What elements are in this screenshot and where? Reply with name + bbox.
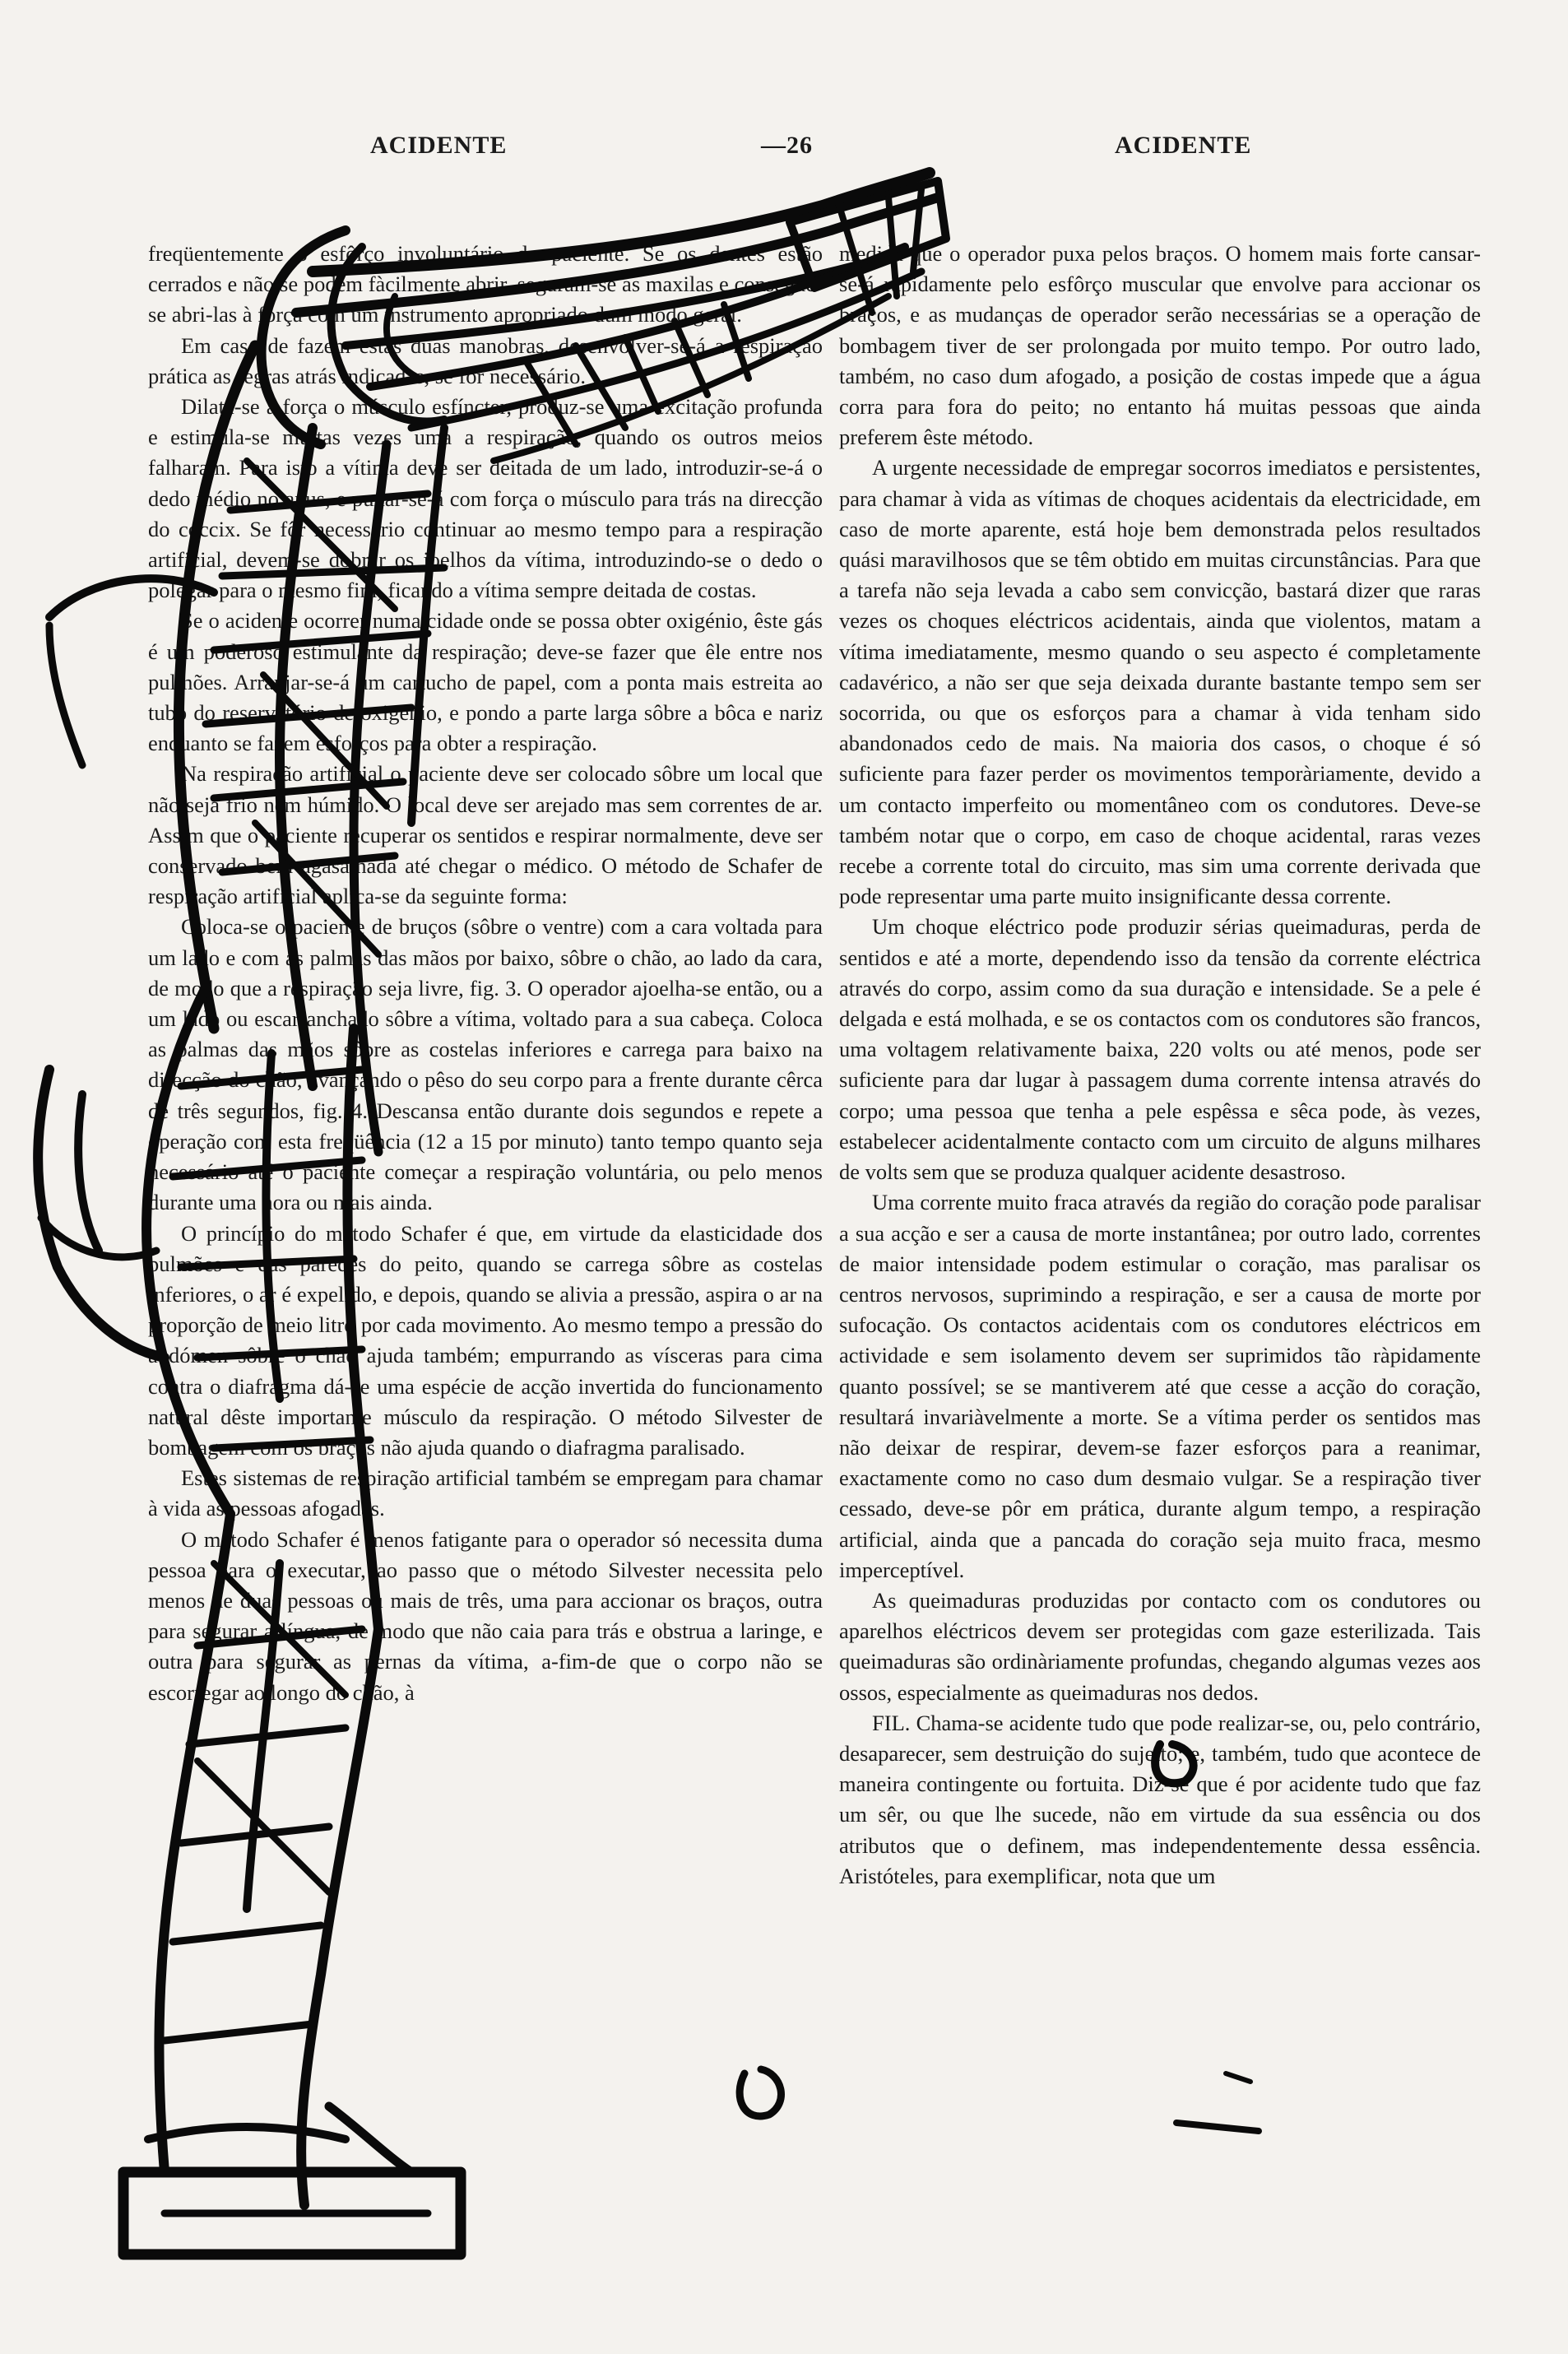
paragraph: Se o acidente ocorrer numa cidade onde se possa obter oxigénio, êste gás é um poderoso estimulante da respiração; deve-se fazer que êle entre nos pulmões. Arranjar-se-á um cartucho de papel, com a ponta mais estreita ao tubo do reservatório de oxigénio, e pondo a parte larga sôbre a bôca e nariz enquanto se fazem esforços para obter a respiração. — [148, 608, 823, 756]
paragraph: Uma corrente muito fraca através da região do coração pode paralisar a sua acção e ser a causa de morte instantânea; por outro lado, correntes de maior intensidade podem estimular o coração, mas paralisar os centros nervosos, suprimindo a respiração, e ser a causa de morte por sufocação. Os contactos acidentais com os condutores eléctricos em actividade e sem isolamento devem ser suprimidos tão ràpidamente quanto possível; se se mantiverem até que cesse a acção do coração, resultará invariàvelmente a morte. Se a vítima perder os sentidos mas não deixar de respirar, devem-se fazer esforços para a reanimar, exactamente como no caso dum desmaio vulgar. Se a respiração tiver cessado, deve-se pôr em prática, durante algum tempo, a respiração artificial, ainda que a pancada do coração seja muito fraca, mesmo imperceptível. — [839, 1190, 1481, 1582]
paragraph: As queimaduras produzidas por contacto com os condutores ou aparelhos eléctricos devem ser protegidas com gaze esterilizada. Tais queimaduras são ordinàriamente profundas, chegando algumas vezes aos ossos, especialmente as queimaduras nos dedos. — [839, 1587, 1481, 1705]
paragraph: Em caso de fazem estas duas manobras, desenvolver-se-á a respiração prática as regras atrás indicadas, se fôr necessário. — [148, 332, 823, 388]
paragraph: freqüentemente o esfôrço involuntário do paciente. Se os dentes estão cerrados e não se podem fàcilmente abrir, seguram-se as maxilas e consegue-se abri-las à força com um instrumento apropriado dum modo geral. — [148, 241, 823, 327]
header-right-title: ACIDENTE — [1115, 132, 1252, 159]
paragraph: Dilata-se à força o músculo esfíncter, produz-se uma excitação profunda e estimula-se muitas vezes uma a respiração, quando os outros meios falharam. Para isto a vítima deve ser deitada de um lado, introduzir-se-á o dedo médio no anus, e puxar-se-á com força o músculo para trás na direcção do cóccix. Se fôr necessário continuar ao mesmo tempo para a respiração artificial, devem-se dobrar os joelhos da vítima, introduzindo-se o dedo o polegar para o mesmo fim, ficando a vítima sempre deitada de costas. — [148, 394, 823, 603]
paragraph: A urgente necessidade de empregar socorros imediatos e persistentes, para chamar à vida as vítimas de choques acidentais da electricidade, em caso de morte aparente, está hoje bem demonstrada pelos resultados quási maravilhosos que se têm obtido em muitas circunstâncias. Para que a tarefa não seja levada a cabo sem convicção, bastará dizer que raras vezes os choques eléctricos acidentais, ainda que violentos, matam a vítima imediatamente, mesmo quando o seu aspecto é completamente cadavérico, a não ser que seja deixada durante bastante tempo sem ser socorrida, ou que os esforços para a chamar à vida tenham sido abandonados cedo de mais. Na maioria dos casos, o choque é só suficiente para fazer perder os movimentos temporàriamente, devido a um contacto imperfeito ou momentâneo com os condutores. Deve-se também notar que o corpo, em caso de choque acidental, raras vezes recebe a corrente total do circuito, mas sim uma corrente derivada que pode representar uma parte muito insignificante dessa corrente. — [839, 455, 1481, 909]
page-number: —26 — [761, 132, 813, 159]
paragraph: O método Schafer é menos fatigante para o operador só necessita duma pessoa para o executar, ao passo que o método Silvester necessita pelo menos de duas pessoas ou mais de três, uma para accionar os braços, outra para segurar a língua, de modo que não caia para trás e obstrua a laringe, e outra para segurar as pernas da vítima, a-fim-de que o corpo não se escorregar ao longo do chão, à — [148, 1526, 823, 1705]
left-text-column — [148, 239, 823, 1708]
paragraph: Um choque eléctrico pode produzir sérias queimaduras, perda de sentidos e até a morte, dependendo isso da tensão da corrente eléctrica através do corpo, assim como da sua duração e intensidade. Se a pele é delgada e está molhada, e se os contactos com os condutores são francos, uma voltagem relativamente baixa, 220 volts ou até menos, pode ser suficiente para dar lugar à passagem duma corrente intensa através do corpo; uma pessoa que tenha a pele espêssa e sêca pode, às vezes, estabelecer acidentalmente contacto com um circuito de alguns milhares de volts sem que se produza qualquer acidente desastroso. — [839, 914, 1481, 1185]
paragraph: Na respiração artificial o paciente deve ser colocado sôbre um local que não seja frio nem húmido. O local deve ser arejado mas sem correntes de ar. Assim que o paciente recuperar os sentidos e respirar normalmente, deve ser conservado bem agasalhada até chegar o médico. O método de Schafer de respiração artificial aplica-se da seguinte forma: — [148, 761, 823, 909]
paragraph: medida que o operador puxa pelos braços. O homem mais forte cansar-se-á ràpidamente pelo esfôrço muscular que envolve para accionar os braços, e as mudanças de operador serão necessárias se a operação de bombagem tiver de ser prolongada por muito tempo. Por outro lado, também, no caso dum afogado, a posição de costas impede que a água corra para fora do peito; no entanto há muitas pessoas que ainda preferem êste método. — [839, 241, 1481, 450]
paragraph: FIL. Chama-se acidente tudo que pode realizar-se, ou, pelo contrário, desaparecer, sem destruição do sujeito; e, também, tudo que acontece de maneira contingente ou fortuita. Diz-se que é por acidente tudo que faz um sêr, ou que lhe sucede, não em virtude da sua essência ou dos atributos que o definem, mas independentemente dessa essência. Aristóteles, para exemplificar, nota que um — [839, 1710, 1481, 1888]
paragraph: O princípio do método Schafer é que, em virtude da elasticidade dos pulmões e das paredes do peito, quando se carrega sôbre as costelas inferiores, o ar é expelido, e depois, quando se alivia a pressão, aspira o ar na proporção de meio litro por cada movimento. Ao mesmo tempo a pressão do abdómen sôbre o chão ajuda também; empurrando as vísceras para cima contra o diafragma dá-se uma espécie de acção invertida do funcionamento natural dêste importante músculo da respiração. O método Silvester de bombagem com os braços não ajuda quando o diafragma paralisado. — [148, 1220, 823, 1460]
header-left-title: ACIDENTE — [370, 132, 508, 159]
paragraph: Estes sistemas de respiração artificial também se empregam para chamar à vida as pessoas afogadas. — [148, 1465, 823, 1521]
paragraph: Coloca-se o paciente de bruços (sôbre o ventre) com a cara voltada para um lado e com as palmas das mãos por baixo, sôbre o chão, ao lado da cara, de modo que a respiração seja livre, fig. 3. O operador ajoelha-se então, ou a um lado ou escarranchado sôbre a vítima, voltado para a sua cabeça. Coloca as palmas das mãos sôbre as costelas inferiores e carrega para baixo na direcção do chão, avançando o pêso do seu corpo para a frente durante cêrca de três segundos, fig. 4. Descansa então durante dois segundos e repete a operação com esta freqüência (12 a 15 por minuto) tanto tempo quanto seja necessário até o paciente começar a respiração voluntária, ou pelo menos durante uma hora ou mais ainda. — [148, 914, 823, 1215]
page-header — [0, 132, 1568, 173]
right-text-column — [839, 239, 1481, 1892]
